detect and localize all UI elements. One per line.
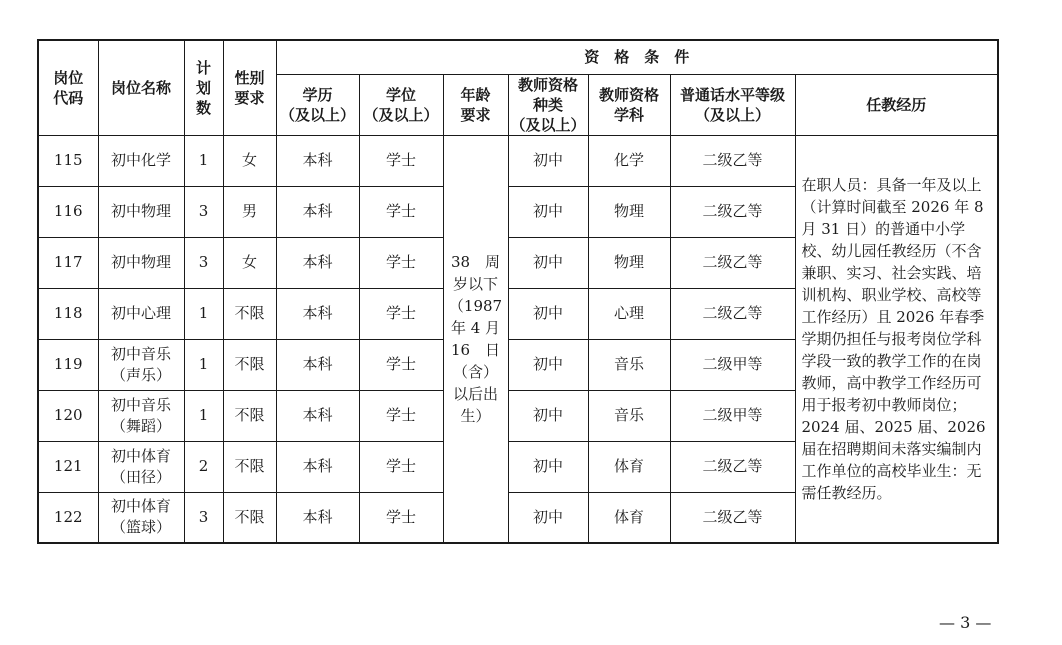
cell-code: 118 [38, 288, 98, 339]
recruitment-table [37, 39, 999, 544]
header-name: 岗位名称 [98, 40, 184, 135]
cell-code: 120 [38, 390, 98, 441]
cell-mandarin: 二级乙等 [670, 492, 795, 543]
cell-plan: 3 [184, 237, 223, 288]
cell-cert-subject: 物理 [588, 237, 670, 288]
cell-cert-subject: 体育 [588, 441, 670, 492]
cell-gender: 不限 [223, 492, 276, 543]
cell-mandarin: 二级乙等 [670, 441, 795, 492]
cell-name: 初中音乐 （声乐） [98, 339, 184, 390]
cell-experience-shared: 在职人员：具备一年及以上（计算时间截至 2026 年 8 月 31 日）的普通中小学校、幼儿园任教经历（不含兼职、实习、社会实践、培训机构、职业学校、高校等工作经历）且 2026 年春季学期仍担任与报考岗位学科学段一致的教学工作的在岗教师，高中教学工作经历可用于报考初中教师岗位； 2024 届、2025 届、2026 届在招聘期间未落实编制内工作单位的高校毕业生：无需任教经历。 [795, 135, 998, 543]
cell-gender: 不限 [223, 441, 276, 492]
cell-education: 本科 [276, 492, 359, 543]
cell-degree: 学士 [359, 441, 443, 492]
cell-name: 初中体育 （篮球） [98, 492, 184, 543]
header-age: 年龄 要求 [443, 74, 508, 135]
cell-cert-type: 初中 [508, 237, 588, 288]
cell-cert-subject: 音乐 [588, 339, 670, 390]
cell-name: 初中心理 [98, 288, 184, 339]
cell-name: 初中音乐 （舞蹈） [98, 390, 184, 441]
cell-degree: 学士 [359, 135, 443, 186]
cell-cert-subject: 音乐 [588, 390, 670, 441]
cell-plan: 3 [184, 186, 223, 237]
cell-plan: 2 [184, 441, 223, 492]
cell-mandarin: 二级乙等 [670, 186, 795, 237]
cell-code: 121 [38, 441, 98, 492]
cell-plan: 1 [184, 390, 223, 441]
cell-cert-subject: 化学 [588, 135, 670, 186]
cell-education: 本科 [276, 186, 359, 237]
cell-cert-subject: 体育 [588, 492, 670, 543]
cell-education: 本科 [276, 237, 359, 288]
cell-degree: 学士 [359, 339, 443, 390]
cell-gender: 男 [223, 186, 276, 237]
cell-gender: 不限 [223, 288, 276, 339]
cell-degree: 学士 [359, 237, 443, 288]
cell-name: 初中体育 （田径） [98, 441, 184, 492]
header-plan: 计 划 数 [184, 40, 223, 135]
cell-name: 初中化学 [98, 135, 184, 186]
cell-plan: 1 [184, 135, 223, 186]
cell-cert-subject: 物理 [588, 186, 670, 237]
cell-cert-type: 初中 [508, 288, 588, 339]
cell-cert-subject: 心理 [588, 288, 670, 339]
cell-mandarin: 二级甲等 [670, 390, 795, 441]
cell-cert-type: 初中 [508, 135, 588, 186]
cell-code: 122 [38, 492, 98, 543]
header-mandarin: 普通话水平等级 （及以上） [670, 74, 795, 135]
cell-code: 117 [38, 237, 98, 288]
cell-gender: 不限 [223, 390, 276, 441]
cell-degree: 学士 [359, 186, 443, 237]
header-cert-subject: 教师资格 学科 [588, 74, 670, 135]
cell-degree: 学士 [359, 288, 443, 339]
header-gender: 性别 要求 [223, 40, 276, 135]
cell-code: 116 [38, 186, 98, 237]
cell-age-shared: 38 周 岁以下 （1987 年 4 月 16 日 （含） 以后出 生） [443, 135, 508, 543]
cell-education: 本科 [276, 339, 359, 390]
header-degree: 学位 （及以上） [359, 74, 443, 135]
cell-name: 初中物理 [98, 237, 184, 288]
table-row [38, 135, 998, 186]
cell-degree: 学士 [359, 390, 443, 441]
cell-mandarin: 二级甲等 [670, 339, 795, 390]
cell-education: 本科 [276, 441, 359, 492]
cell-education: 本科 [276, 390, 359, 441]
cell-cert-type: 初中 [508, 492, 588, 543]
cell-cert-type: 初中 [508, 339, 588, 390]
cell-cert-type: 初中 [508, 390, 588, 441]
cell-degree: 学士 [359, 492, 443, 543]
cell-education: 本科 [276, 288, 359, 339]
header-experience: 任教经历 [795, 74, 998, 135]
header-qualifications: 资 格 条 件 [276, 40, 998, 74]
cell-gender: 女 [223, 135, 276, 186]
cell-mandarin: 二级乙等 [670, 288, 795, 339]
cell-gender: 不限 [223, 339, 276, 390]
page-number: — 3 — [939, 613, 992, 632]
header-education: 学历 （及以上） [276, 74, 359, 135]
header-cert-type: 教师资格 种类 （及以上） [508, 74, 588, 135]
cell-name: 初中物理 [98, 186, 184, 237]
header-code: 岗位 代码 [38, 40, 98, 135]
cell-cert-type: 初中 [508, 186, 588, 237]
cell-gender: 女 [223, 237, 276, 288]
cell-education: 本科 [276, 135, 359, 186]
cell-code: 115 [38, 135, 98, 186]
cell-mandarin: 二级乙等 [670, 135, 795, 186]
cell-mandarin: 二级乙等 [670, 237, 795, 288]
cell-code: 119 [38, 339, 98, 390]
cell-plan: 1 [184, 339, 223, 390]
cell-cert-type: 初中 [508, 441, 588, 492]
cell-plan: 1 [184, 288, 223, 339]
cell-plan: 3 [184, 492, 223, 543]
